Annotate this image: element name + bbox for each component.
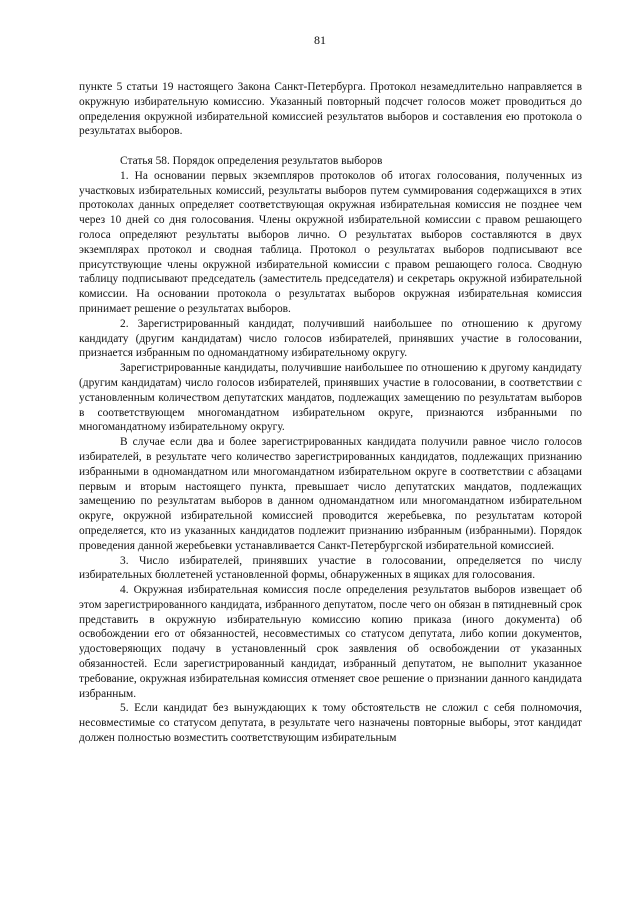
paragraph-continuation: пункте 5 статьи 19 настоящего Закона Санкт-Петербурга. Протокол незамедлительно направляется в окружную избирательную комиссию. Указанный повторный подсчет голосов может проводиться до определения окружной избирательной комиссией результатов выборов и составления ею протокола о результатах выборов. <box>79 81 582 138</box>
paragraph: Зарегистрированные кандидаты, получившие наибольшее по отношению к другому кандидату (другим кандидатам) число голосов избирателей, принявших участие в голосовании, в соответствии с установленным количеством депутатских мандатов, подлежащих замещению по результатам выборов в соответствующем многомандатном избирательном округе, признаются избранными по многомандатному избирательному округу. <box>79 362 582 434</box>
paragraph: 3. Число избирателей, принявших участие в голосовании, определяется по числу избирательных бюллетеней установленной формы, обнаруженных в ящиках для голосования. <box>79 554 582 582</box>
article-heading: Статья 58. Порядок определения результатов выборов <box>120 154 383 167</box>
paragraph: 1. На основании первых экземпляров протоколов об итогах голосования, полученных из участковых избирательных комиссий, результаты выборов путем суммирования содержащихся в этих протоколах данных определяет соответствующая окружная избирательная комиссия не позднее чем через 10 дней со дня голосования. Члены окружной избирательной комиссии с правом решающего голоса определяют результаты выборов лично. О результатах выборов составляются в двух экземплярах протокол и сводная таблица. Протокол о результатах выборов подписывают все присутствующие члены окружной избирательной комиссии с правом решающего голоса. Сводную таблицу подписывают председатель (заместитель председателя) и секретарь окружной избирательной комиссии. На основании протокола о результатах выборов окружная избирательная комиссия принимает решение о результатах выборов. <box>79 169 582 315</box>
paragraph: 5. Если кандидат без вынуждающих к тому обстоятельств не сложил с себя полномочия, несовместимые со статусом депутата, в результате чего назначены повторные выборы, этот кандидат должен полностью возместить соответствующим избирательным <box>79 702 582 745</box>
paragraph: В случае если два и более зарегистрированных кандидата получили равное число голосов избирателей, в результате чего количество зарегистрированных кандидатов, подлежащих признанию избранными в одномандатном или многомандатном избирательном округе в соответствии с абзацами первым и вторым настоящего пункта, превышает число депутатских мандатов, подлежащих замещению по результатам выборов в данном одномандатном или многомандатном избирательном округе, окружной избирательной комиссией проводится жеребьевка, по результатам которой определяется, кто из указанных кандидатов подлежит признанию избранным (избранными). Порядок проведения данной жеребьевки устанавливается Санкт-Петербургской избирательной комиссией. <box>79 436 582 552</box>
paragraph: 4. Окружная избирательная комиссия после определения результатов выборов извещает об этом зарегистрированного кандидата, избранного депутатом, после чего он обязан в пятидневный срок представить в окружную избирательную комиссию копию приказа (иного документа) об освобождении его от обязанностей, несовместимых со статусом депутата, либо копии документов, удостоверяющих подачу в установленный срок заявления об освобождении от указанных обязанностей. Если зарегистрированный кандидат, избранный депутатом, не выполнит указанное требование, окружная избирательная комиссия отменяет свое решение о признании данного кандидата избранным. <box>79 584 582 700</box>
document-body <box>79 80 582 746</box>
paragraph: 2. Зарегистрированный кандидат, получивший наибольшее по отношению к другому кандидату (другим кандидатам) число голосов избирателей, принявших участие в голосовании, признается избранным по одномандатному избирательному округу. <box>79 317 582 360</box>
page-number: 81 <box>314 33 326 47</box>
